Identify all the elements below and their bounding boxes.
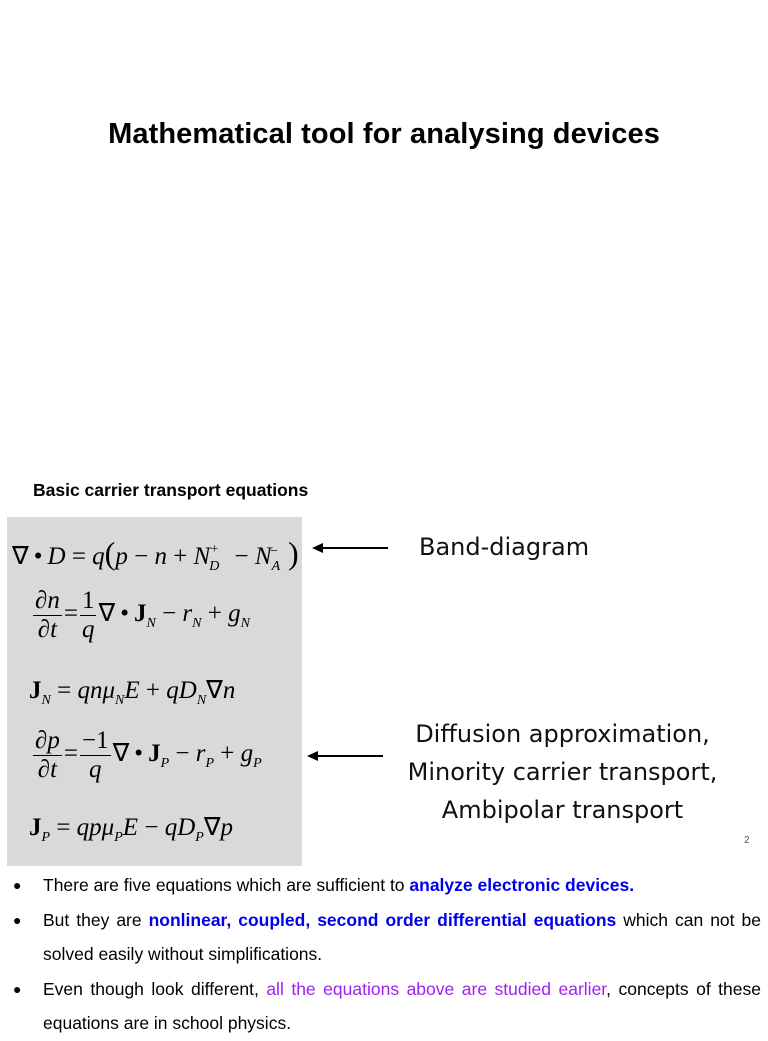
bullet-icon: ●: [13, 911, 22, 928]
bullet-icon: ●: [13, 980, 22, 997]
bullet-text: Even though look different,: [43, 978, 267, 999]
bullet-highlight: nonlinear, coupled, second order differential equations: [148, 909, 617, 930]
arrow-band-diagram: [310, 540, 390, 556]
bullet-text: But they are: [43, 909, 149, 930]
diffusion-line-3: Ambipolar transport: [441, 796, 684, 824]
diffusion-note: [385, 715, 740, 829]
bullet-text: There are five equations which are sufficient to: [43, 875, 410, 895]
list-item: [13, 972, 761, 1041]
bullet-highlight: analyze electronic devices.: [409, 875, 635, 895]
equation-box: [7, 517, 302, 866]
bullet-highlight: all the equations above are studied earlier: [266, 978, 607, 999]
equation-electron-continuity: $\frac{\partial n}{\partial t}$ = $\frac{1}{q}$ ∇ • $J_N - r_N + g_N$: [35, 587, 250, 643]
band-diagram-label: Band-diagram: [419, 533, 590, 561]
equation-electron-current: $J_N = qn\mu_NE + qD_N\nabla n$: [29, 677, 236, 708]
equation-poisson: ∇ • $D = q(p - n + N_D^+ - N_A^-$ ): [12, 535, 299, 574]
diffusion-line-2: Minority carrier transport,: [407, 758, 718, 786]
arrow-diffusion: [305, 748, 385, 764]
bullet-text-end: , concepts of these equations are in school physics.: [43, 978, 761, 1033]
list-item: [13, 903, 761, 972]
list-item: [13, 868, 761, 903]
diffusion-line-1: Diffusion approximation,: [415, 720, 710, 748]
slide-title: Mathematical tool for analysing devices: [108, 118, 660, 150]
bullet-icon: ●: [13, 877, 22, 893]
bullet-text-end: which can not be solved easily without simplifications.: [43, 909, 761, 964]
equation-hole-continuity: $\frac{\partial p}{\partial t}$ = $\frac{-1}{q}$ ∇ • $J_P - r_P + g_P$: [35, 727, 262, 783]
bullet-list: [13, 868, 761, 1041]
equation-hole-current: $J_P = qp\mu_PE - qD_P\nabla p$: [29, 814, 234, 845]
page-number: 2: [744, 835, 750, 846]
section-subtitle: Basic carrier transport equations: [33, 480, 309, 500]
